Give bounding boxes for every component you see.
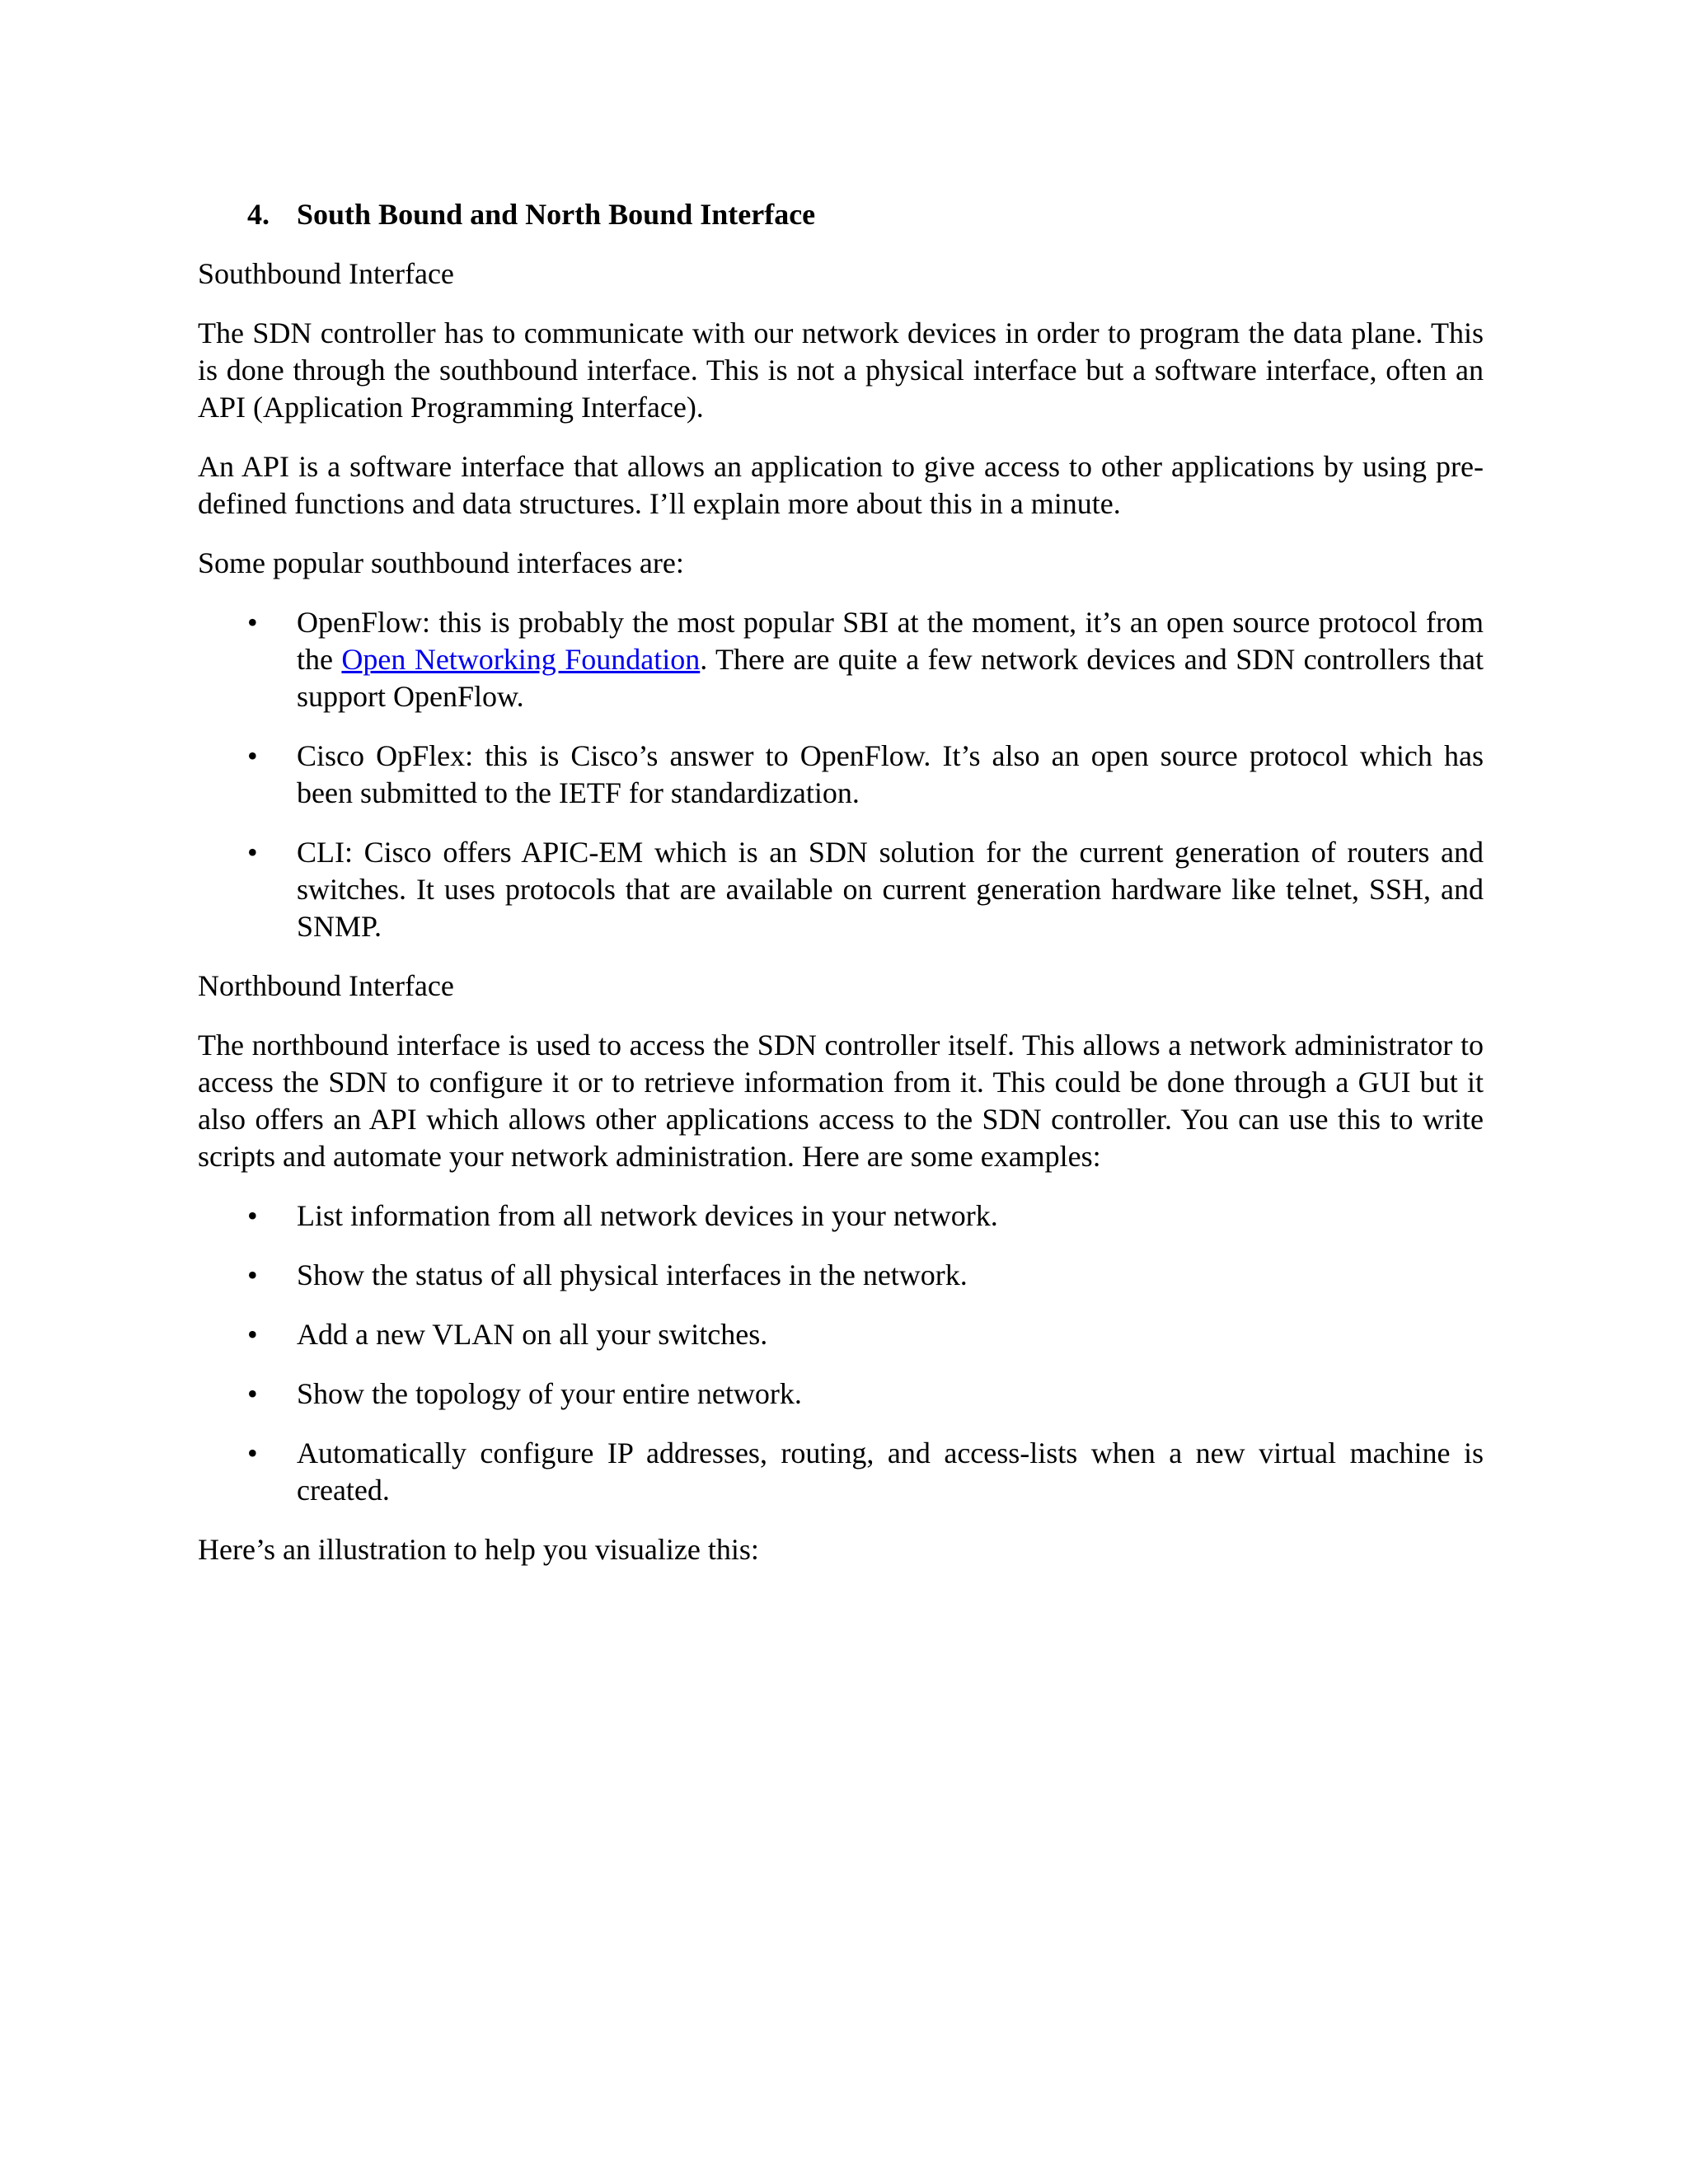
northbound-paragraph-1: The northbound interface is used to access the SDN controller itself. This allows a network administrator to access the SDN to configure it or to retrieve information from it. This could be done through a GUI but it also offers an API which allows other applications access to the SDN controller. You can use this to write scripts and automate your network administration. Here are some examples:: [198, 1029, 1484, 1173]
open-networking-foundation-link[interactable]: Open Networking Foundation: [341, 643, 701, 676]
bullet-glyph: •: [247, 739, 258, 772]
bullet-glyph: •: [247, 606, 258, 639]
opflex-text: Cisco OpFlex: this is Cisco’s answer to OpenFlow. It’s also an open source protocol which has been submitted to the IETF for standardization.: [297, 739, 1484, 809]
document-content: [198, 196, 1484, 1591]
list-item: [198, 1197, 1484, 1235]
cli-text: CLI: Cisco offers APIC-EM which is an SDN solution for the current generation of routers and switches. It uses protocols that are available on current generation hardware like telnet, SSH, and SNMP.: [297, 836, 1484, 943]
bullet-glyph: •: [247, 1377, 258, 1410]
openflow-text-after: . There are quite a few network devices and SDN controllers that support OpenFlow.: [297, 643, 1484, 713]
southbound-paragraph-1: The SDN controller has to communicate with our network devices in order to program the data plane. This is done through the southbound interface. This is not a physical interface but a software interface, often an API (Application Programming Interface).: [198, 316, 1484, 424]
list-item: [198, 1435, 1484, 1509]
list-item-text: Add a new VLAN on all your switches.: [297, 1318, 768, 1351]
list-item-text: Show the status of all physical interfaces in the network.: [297, 1258, 968, 1291]
northbound-list: [198, 1197, 1484, 1509]
bullet-glyph: •: [247, 1258, 258, 1291]
list-item-cli: [198, 834, 1484, 945]
bullet-glyph: •: [247, 1318, 258, 1351]
southbound-list: [198, 604, 1484, 945]
list-item-opflex: [198, 738, 1484, 812]
closing-paragraph: Here’s an illustration to help you visualize this:: [198, 1533, 759, 1566]
section-heading: [198, 196, 1484, 233]
openflow-text-before: OpenFlow: this is probably the most popular SBI at the moment, it’s an open source protocol from the: [297, 606, 1484, 676]
bullet-glyph: •: [247, 1199, 258, 1232]
southbound-paragraph-2: An API is a software interface that allows an application to give access to other applications by using pre-defined functions and data structures. I’ll explain more about this in a minute.: [198, 450, 1484, 520]
bullet-glyph: •: [247, 836, 258, 869]
list-item-text: Automatically configure IP addresses, routing, and access-lists when a new virtual machine is created.: [297, 1436, 1484, 1507]
southbound-subheading: Southbound Interface: [198, 257, 454, 290]
list-item-text: Show the topology of your entire network.: [297, 1377, 802, 1410]
list-item-openflow: [198, 604, 1484, 715]
section-title: South Bound and North Bound Interface: [297, 198, 816, 231]
list-item: [198, 1316, 1484, 1353]
bullet-glyph: •: [247, 1436, 258, 1469]
southbound-paragraph-3: Some popular southbound interfaces are:: [198, 546, 684, 579]
list-item: [198, 1257, 1484, 1294]
list-item: [198, 1376, 1484, 1413]
section-number: 4.: [247, 198, 270, 231]
list-item-text: List information from all network devices in your network.: [297, 1199, 998, 1232]
northbound-subheading: Northbound Interface: [198, 969, 454, 1002]
